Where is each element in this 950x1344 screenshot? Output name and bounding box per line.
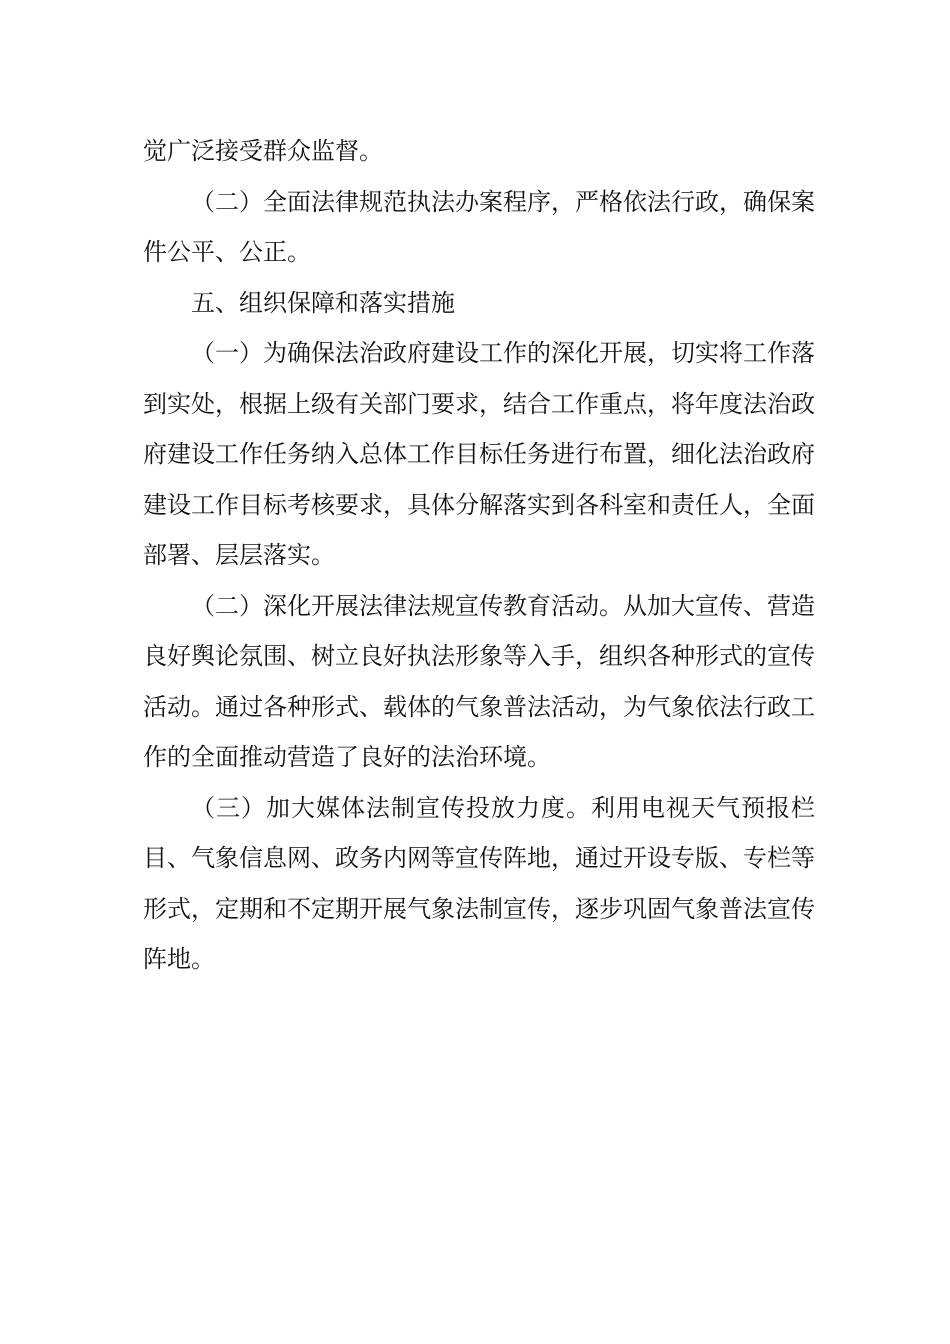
paragraph-item-1-organization: （一）为确保法治政府建设工作的深化开展，切实将工作落到实处，根据上级有关部门要求，结合工作重点，将年度法治政府建设工作任务纳入总体工作目标任务进行布置，细化法治政府建设工作目标考核要求，具体分解落实到各科室和责任人，全面部署、层层落实。 (143, 339, 815, 569)
paragraph-item-3-media: （三）加大媒体法制宣传投放力度。利用电视天气预报栏目、气象信息网、政务内网等宣传阵地，通过开设专版、专栏等形式，定期和不定期开展气象法制宣传，逐步巩固气象普法宣传阵地。 (143, 793, 815, 973)
paragraph-item-2-publicity: （二）深化开展法律法规宣传教育活动。从加大宣传、营造良好舆论氛围、树立良好执法形象等入手，组织各种形式的宣传活动。通过各种形式、载体的气象普法活动，为气象依法行政工作的全面推动营造了良好的法治环境。 (143, 591, 815, 771)
section-heading-5: 五、组织保障和落实措施 (191, 288, 455, 317)
document-body (143, 126, 815, 985)
paragraph-continuation: 觉广泛接受群众监督。 (143, 137, 383, 165)
paragraph-item-2-law-enforcement: （二）全面法律规范执法办案程序，严格依法行政，确保案件公平、公正。 (143, 187, 815, 266)
